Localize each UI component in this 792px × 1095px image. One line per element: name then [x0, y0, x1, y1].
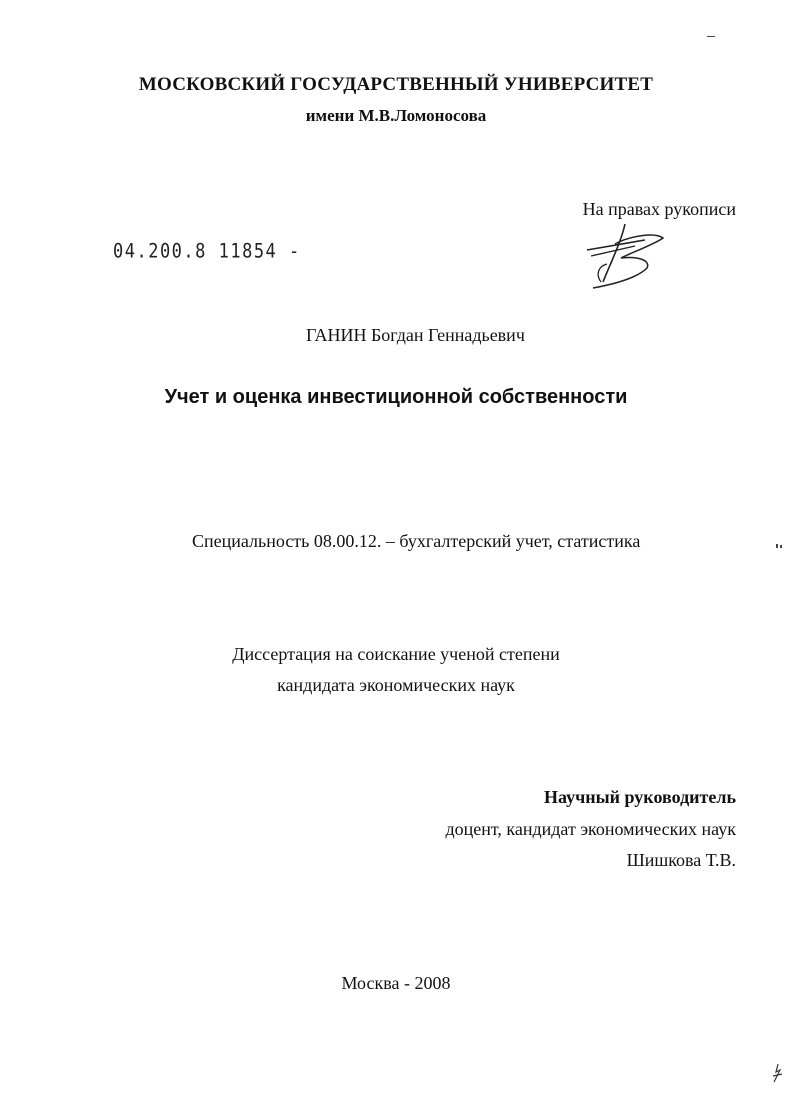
scan-mark [770, 1062, 786, 1084]
manuscript-note: На правах рукописи [582, 199, 736, 219]
author-signature [585, 222, 665, 294]
advisor-position: доцент, кандидат экономических наук [445, 819, 736, 839]
author-name: ГАНИН Богдан Геннадьевич [306, 325, 525, 345]
university-named-after: имени М.В.Ломоносова [305, 106, 487, 125]
scan-speck [776, 544, 778, 548]
advisor-name: Шишкова Т.В. [626, 850, 736, 870]
scan-speck [707, 36, 715, 37]
specialty-line: Специальность 08.00.12. – бухгалтерский учет, статистика [192, 531, 641, 551]
university-name: МОСКОВСКИЙ ГОСУДАРСТВЕННЫЙ УНИВЕРСИТЕТ [138, 74, 654, 95]
dissertation-title: Учет и оценка инвестиционной собственности [164, 386, 628, 408]
degree-line-1: Диссертация на соискание ученой степени [232, 644, 560, 664]
degree-line-2: кандидата экономических наук [277, 675, 515, 695]
archive-code: 04.200.8 11854 - [113, 240, 301, 263]
scan-speck [780, 545, 782, 548]
advisor-heading: Научный руководитель [544, 787, 736, 807]
city-year: Москва - 2008 [341, 973, 451, 993]
